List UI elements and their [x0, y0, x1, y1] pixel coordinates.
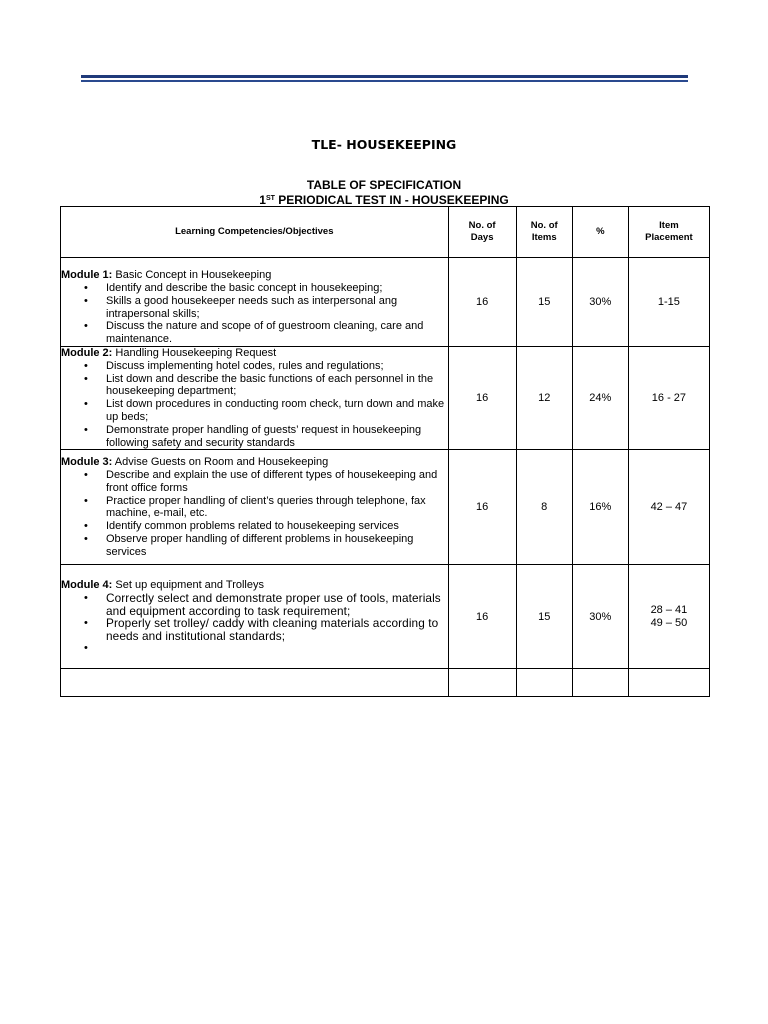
module-1-placement: 1-15 — [628, 258, 709, 347]
module-2-days: 16 — [448, 347, 516, 450]
module-3-list — [61, 469, 448, 559]
module-3-label: Module 3: — [61, 456, 113, 469]
spec-subtitle — [0, 192, 768, 207]
header-items-line1: No. of — [530, 220, 558, 231]
header-days-line2: Days — [470, 232, 494, 243]
module-1-heading — [61, 269, 448, 282]
header-placement-line1: Item — [659, 220, 679, 231]
table-row-blank — [61, 669, 710, 697]
module-4-placement — [628, 565, 709, 669]
module-4-objectives — [61, 565, 449, 669]
spec-title: TABLE OF SPECIFICATION — [306, 178, 462, 192]
header-placement — [628, 207, 709, 258]
spec-subtitle-ordinal: ST — [265, 195, 275, 202]
module-3-days: 16 — [448, 450, 516, 565]
module-2-percent: 24% — [572, 347, 628, 450]
list-item: • Describe and explain the use of different types of housekeeping and front office forms — [106, 469, 448, 495]
module-1-percent: 30% — [572, 258, 628, 347]
module-4-list — [61, 592, 448, 655]
specification-table — [60, 206, 710, 697]
module-1-list — [61, 282, 448, 346]
blank-cell — [516, 669, 572, 697]
list-item: • List down procedures in conducting room check, turn down and make up beds; — [106, 398, 448, 424]
module-2-placement: 16 - 27 — [628, 347, 709, 450]
module-2-items: 12 — [516, 347, 572, 450]
header-days-line1: No. of — [468, 220, 496, 231]
blank-cell — [448, 669, 516, 697]
spec-subtitle-number: 1 — [259, 193, 266, 207]
module-4-placement-line2: 49 – 50 — [650, 616, 688, 629]
module-1-items: 15 — [516, 258, 572, 347]
header-objectives: Learning Competencies/Objectives — [61, 207, 449, 258]
module-1-title: Basic Concept in Housekeeping — [112, 269, 272, 282]
list-item: • Identify common problems related to housekeeping services — [106, 520, 448, 533]
blank-cell — [61, 669, 449, 697]
module-4-percent: 30% — [572, 565, 628, 669]
module-2-list — [61, 360, 448, 450]
list-item: • Discuss the nature and scope of of guestroom cleaning, care and maintenance. — [106, 320, 448, 346]
module-4-placement-line1: 28 – 41 — [650, 603, 688, 616]
table-header-row — [61, 207, 710, 258]
list-item: • Observe proper handling of different problems in housekeeping services — [106, 533, 448, 559]
list-item: • Demonstrate proper handling of guests’ request in housekeeping following safety and security standards — [106, 424, 448, 450]
module-3-items: 8 — [516, 450, 572, 565]
module-4-title: Set up equipment and Trolleys — [112, 579, 264, 592]
header-items-line2: Items — [531, 232, 557, 243]
list-item: • Practice proper handling of client’s queries through telephone, fax machine, e-mail, etc. — [106, 495, 448, 521]
document-title: TLE- HOUSEKEEPING — [311, 137, 457, 152]
module-2-heading — [61, 347, 448, 360]
module-1-label: Module 1: — [61, 269, 113, 282]
blank-cell — [572, 669, 628, 697]
module-3-percent: 16% — [572, 450, 628, 565]
blank-cell — [628, 669, 709, 697]
header-days — [448, 207, 516, 258]
list-item: • List down and describe the basic functions of each personnel in the housekeeping department; — [106, 373, 448, 399]
header-percent: % — [572, 207, 628, 258]
module-1-days: 16 — [448, 258, 516, 347]
module-4-days: 16 — [448, 565, 516, 669]
module-2-objectives — [61, 347, 449, 450]
module-2-title: Handling Housekeeping Request — [112, 347, 277, 359]
module-4-items: 15 — [516, 565, 572, 669]
table-row-module-2 — [61, 347, 710, 450]
module-2-label: Module 2: — [61, 347, 113, 359]
module-1-objectives — [61, 258, 449, 347]
spec-subtitle-text: PERIODICAL TEST IN - HOUSEKEEPING — [274, 193, 509, 207]
list-item: • Correctly select and demonstrate proper use of tools, materials and equipment according to task requirement; — [106, 592, 448, 617]
header-items — [516, 207, 572, 258]
table-row-module-1 — [61, 258, 710, 347]
module-3-heading — [61, 456, 448, 469]
list-item: • Identify and describe the basic concept in housekeeping; — [106, 282, 448, 295]
table-row-module-4 — [61, 565, 710, 669]
module-3-placement: 42 – 47 — [628, 450, 709, 565]
list-item: • Skills a good housekeeper needs such as interpersonal ang intrapersonal skills; — [106, 295, 448, 321]
header-rule-thin — [81, 80, 688, 82]
module-3-objectives — [61, 450, 449, 565]
list-item — [106, 642, 448, 655]
header-placement-line2: Placement — [645, 232, 693, 243]
table-row-module-3 — [61, 450, 710, 565]
list-item: • Discuss implementing hotel codes, rules and regulations; — [106, 360, 448, 373]
list-item: • Properly set trolley/ caddy with cleaning materials according to needs and institutional standards; — [106, 617, 448, 642]
module-4-label: Module 4: — [61, 579, 113, 592]
module-3-title: Advise Guests on Room and Housekeeping — [112, 456, 329, 469]
header-rule-thick — [81, 75, 688, 78]
